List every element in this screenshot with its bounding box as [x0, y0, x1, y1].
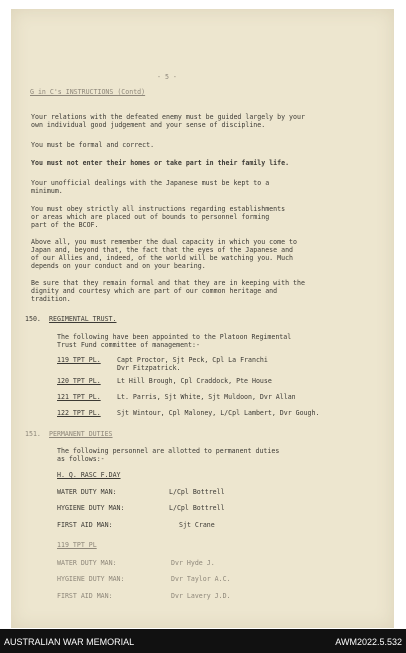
section-151-intro-line1: The following personnel are allotted to permanent duties [57, 447, 280, 455]
paragraph-formal-keeping-line1: Be sure that they remain formal and that they are in keeping with the [31, 279, 305, 287]
paragraph-formal-keeping-line2: dignity and courtesy which are part of our common heritage and [31, 287, 278, 295]
trust-row-unit: 120 TPT PL. [57, 377, 101, 385]
duty-person: Dvr Hyde J. [171, 559, 215, 567]
duty-person: L/Cpl Bottrell [169, 504, 225, 512]
archive-footer-bar [0, 629, 406, 653]
trust-row-names: Sjt Wintour, Cpl Maloney, L/Cpl Lambert, Dvr Gough. [117, 409, 320, 417]
section-150-intro-line2: Trust Fund committee of management:- [57, 341, 200, 349]
paragraph-above-line4: depends on your conduct and on your bearing. [31, 262, 206, 270]
paragraph-above-line3: of our Allies and, indeed, of the world will be watching you. Much [31, 254, 294, 262]
page-number-heading: - 5 - [157, 73, 177, 81]
section-150-number: 150. [25, 315, 41, 323]
paragraph-relations-line1: Your relations with the defeated enemy must be guided largely by your [31, 113, 305, 121]
paragraph-obey-line3: part of the BCOF. [31, 221, 99, 229]
paragraph-relations-line2: own individual good judgement and your sense of discipline. [31, 121, 266, 129]
paragraph-above-line1: Above all, you must remember the dual capacity in which you come to [31, 238, 297, 246]
section-151-intro-line2: as follows:- [57, 455, 105, 463]
duty-role: HYGIENE DUTY MAN: [57, 504, 125, 512]
duty-person: L/Cpl Bottrell [169, 488, 225, 496]
duty-role: HYGIENE DUTY MAN: [57, 575, 125, 583]
paragraph-dealings-line2: minimum. [31, 187, 63, 195]
trust-row-unit: 122 TPT PL. [57, 409, 101, 417]
duty-role: WATER DUTY MAN: [57, 559, 117, 567]
section-150-intro-line1: The following have been appointed to the Platoon Regimental [57, 333, 292, 341]
trust-row-unit: 119 TPT PL. [57, 356, 101, 364]
duty-role: FIRST AID MAN: [57, 592, 113, 600]
paragraph-homes: You must not enter their homes or take part in their family life. [31, 159, 290, 167]
paragraph-formal: You must be formal and correct. [31, 141, 155, 149]
duties-group-title: H. Q. RASC F.DAY [57, 471, 121, 479]
duty-person: Sjt Crane [179, 521, 215, 529]
section-151-number: 151. [25, 430, 41, 438]
section-150-title: REGIMENTAL TRUST. [49, 315, 117, 323]
document-page [11, 9, 394, 628]
duty-role: FIRST AID MAN: [57, 521, 113, 529]
accession-number: AWM2022.5.532 [335, 637, 402, 647]
duty-person: Dvr Lavery J.D. [171, 592, 231, 600]
archive-name: AUSTRALIAN WAR MEMORIAL [4, 637, 135, 647]
section-heading: G in C's INSTRUCTIONS (Contd) [30, 88, 146, 96]
duty-person: Dvr Taylor A.C. [171, 575, 231, 583]
paragraph-formal-keeping-line3: tradition. [31, 295, 71, 303]
trust-row-names: Dvr Fitzpatrick. [117, 364, 181, 372]
duty-role: WATER DUTY MAN: [57, 488, 117, 496]
trust-row-names: Lt Hill Brough, Cpl Craddock, Pte House [117, 377, 272, 385]
paragraph-obey-line1: You must obey strictly all instructions regarding establishments [31, 205, 286, 213]
trust-row-names: Lt. Parris, Sjt White, Sjt Muldoon, Dvr Allan [117, 393, 296, 401]
section-151-title: PERMANENT DUTIES [49, 430, 113, 438]
trust-row-unit: 121 TPT PL. [57, 393, 101, 401]
trust-row-names: Capt Proctor, Sjt Peck, Cpl La Franchi [117, 356, 268, 364]
duties-group-title: 119 TPT PL [57, 541, 97, 549]
paragraph-dealings-line1: Your unofficial dealings with the Japanese must be kept to a [31, 179, 270, 187]
paragraph-obey-line2: or areas which are placed out of bounds to personnel forming [31, 213, 270, 221]
paragraph-above-line2: Japan and, beyond that, the fact that the eyes of the Japanese and [31, 246, 294, 254]
